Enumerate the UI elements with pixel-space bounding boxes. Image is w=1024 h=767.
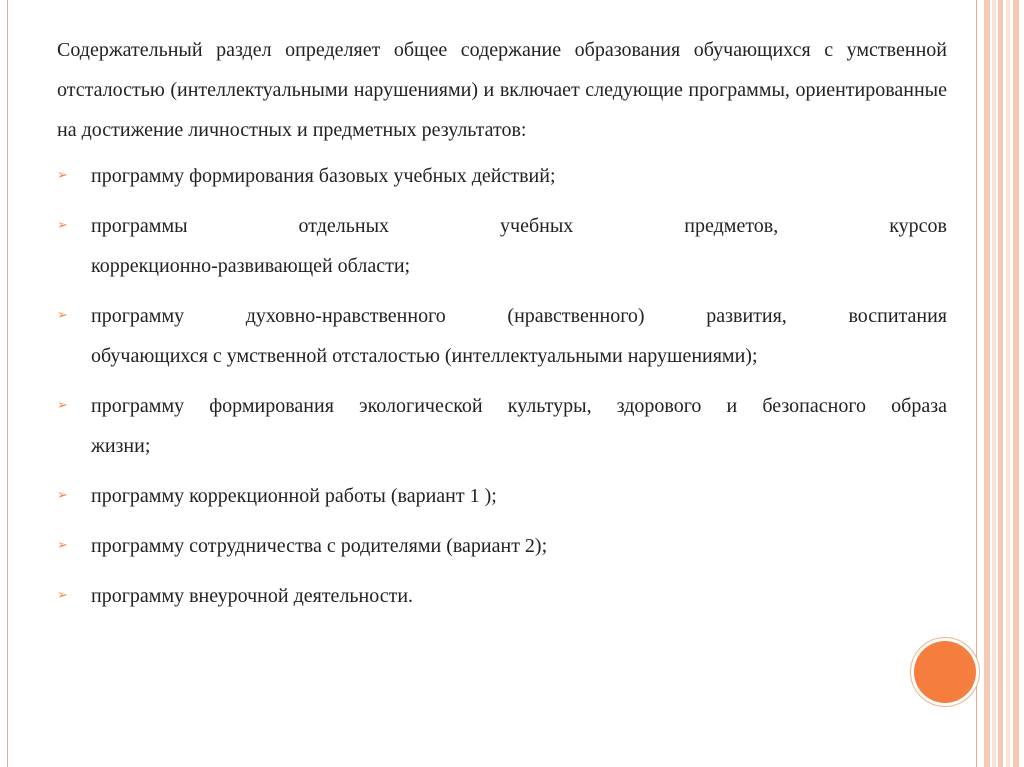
list-item-text: программу формирования экологической культуры, здорового и безопасного образа (91, 395, 947, 417)
slide-content (57, 30, 947, 626)
intro-paragraph: Содержательный раздел определяет общее содержание образования обучающихся с умственной отсталостью (интеллектуальными нарушениями) и включает следующие программы, ориентированные на достижение личностных и предметных результатов: (57, 39, 947, 141)
list-item (57, 476, 947, 516)
list-item-text: программу коррекционной работы (вариант 1 ); (91, 485, 497, 507)
decor-stripe-3 (998, 0, 1003, 767)
arrow-bullet-icon: ➢ (57, 488, 68, 503)
list-item-text: программу сотрудничества с родителями (вариант 2); (91, 535, 548, 557)
decor-stripe-4 (1006, 0, 1010, 767)
decor-stripe-2 (992, 0, 996, 767)
arrow-bullet-icon: ➢ (57, 308, 68, 323)
list-item-text-continued: обучающихся с умственной отсталостью (интеллектуальными нарушениями); (91, 345, 758, 367)
arrow-bullet-icon: ➢ (57, 538, 68, 553)
list-item-text: программу духовно-нравственного (нравственного) развития, воспитания (91, 305, 947, 327)
list-item-text: программы отдельных учебных предметов, курсов (91, 215, 947, 237)
list-item-text-continued: жизни; (91, 435, 151, 457)
arrow-bullet-icon: ➢ (57, 398, 68, 413)
list-item (57, 156, 947, 196)
decor-stripe-5 (1013, 0, 1019, 767)
list-item (57, 576, 947, 616)
list-item-text: программу формирования базовых учебных действий; (91, 165, 556, 187)
list-item (57, 386, 947, 466)
list-item-text: программу внеурочной деятельности. (91, 585, 414, 607)
program-list (57, 156, 947, 616)
arrow-bullet-icon: ➢ (57, 588, 68, 603)
list-item (57, 526, 947, 566)
decor-stripe-1 (984, 0, 990, 767)
arrow-bullet-icon: ➢ (57, 168, 68, 183)
arrow-bullet-icon: ➢ (57, 218, 68, 233)
list-item (57, 296, 947, 376)
left-border-line (7, 0, 8, 767)
right-border-line (976, 0, 977, 767)
list-item (57, 206, 947, 286)
list-item-text-continued: коррекционно-развивающей области; (91, 255, 411, 277)
decorative-circle (914, 641, 976, 703)
